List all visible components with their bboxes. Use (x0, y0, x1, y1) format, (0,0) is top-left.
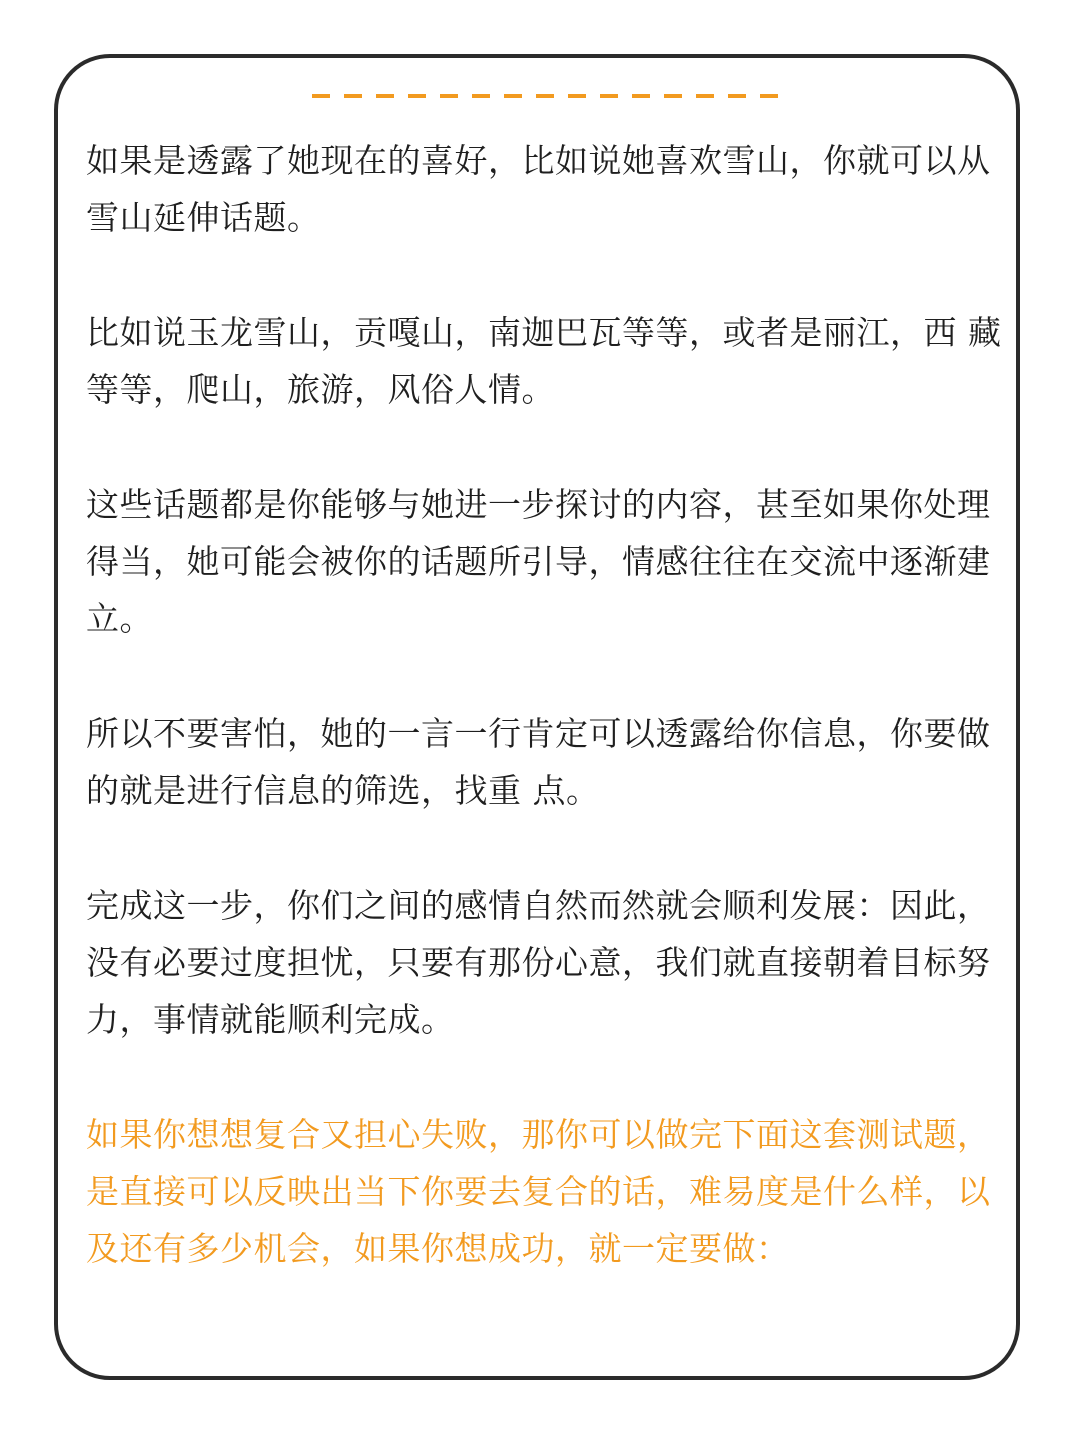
paragraph-2: 比如说玉龙雪山，贡嘎山，南迦巴瓦等等，或者是丽江，西 藏等等，爬山，旅游，风俗人情。 (86, 313, 1002, 409)
article-body (86, 132, 1006, 1335)
paragraph-3: 这些话题都是你能够与她进一步探讨的内容，甚至如果你处理得当，她可能会被你的话题所引导，情感往往在交流中逐渐建立。 (86, 485, 991, 638)
paragraph-highlight: 如果你想想复合又担心失败，那你可以做完下面这套测试题，是直接可以反映出当下你要去复合的话，难易度是什么样，以及还有多少机会，如果你想成功，就一定要做： (86, 1115, 991, 1268)
dashed-divider (312, 94, 782, 98)
paragraph-1: 如果是透露了她现在的喜好，比如说她喜欢雪山，你就可以从雪山延伸话题。 (86, 141, 991, 237)
paragraph-5: 完成这一步，你们之间的感情自然而然就会顺利发展：因此， 没有必要过度担忧，只要有那份心意，我们就直接朝着目标努力，事情就能顺利完成。 (86, 886, 991, 1039)
paragraph-4: 所以不要害怕，她的一言一行肯定可以透露给你信息，你要做的就是进行信息的筛选，找重 点。 (86, 714, 991, 810)
content-card (54, 54, 1020, 1380)
